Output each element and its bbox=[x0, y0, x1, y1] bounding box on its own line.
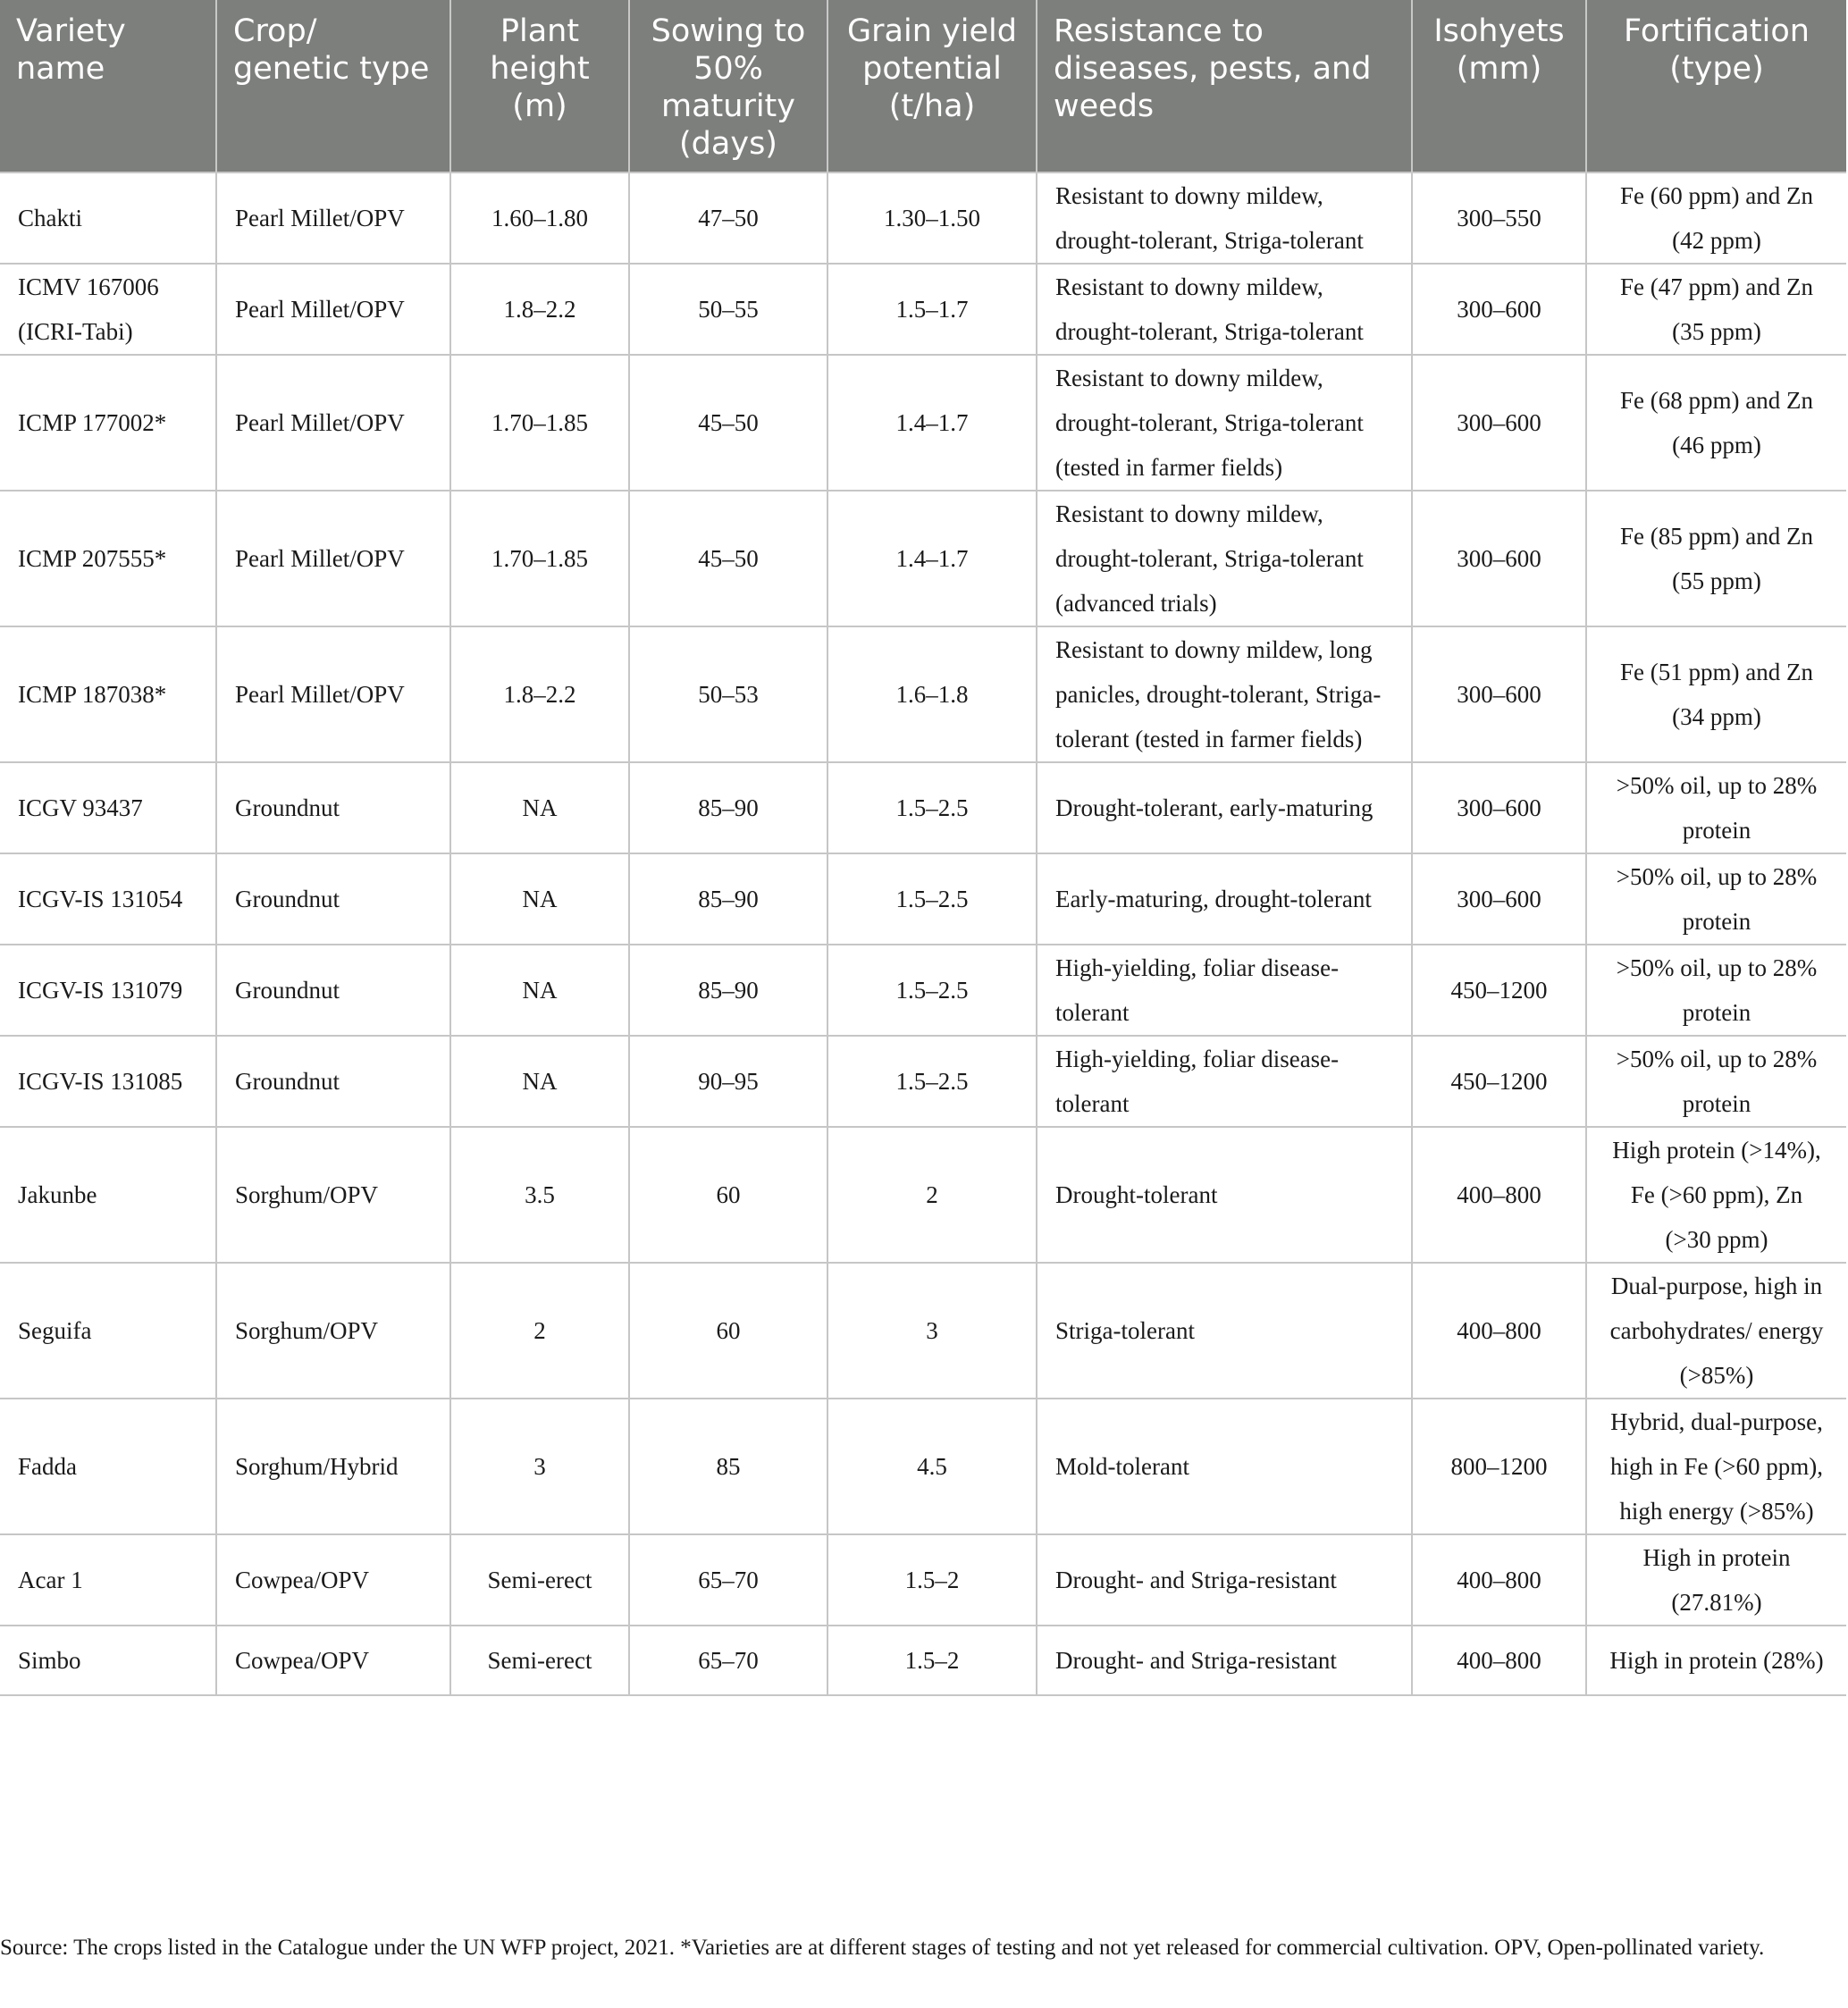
header-isohyets: Isohyets (mm) bbox=[1412, 0, 1586, 172]
table-row bbox=[0, 626, 1846, 762]
table-row bbox=[0, 1263, 1846, 1399]
cell-variety-name: ICGV-IS 131079 bbox=[0, 945, 216, 1036]
cell-isohyets: 300–600 bbox=[1412, 626, 1586, 762]
cell-resistance: Resistant to downy mildew, long panicles, drought-tolerant, Striga-tolerant (tested in farmer fields) bbox=[1037, 626, 1412, 762]
cell-sowing-maturity: 85–90 bbox=[629, 762, 827, 853]
cell-resistance: Drought-tolerant, early-maturing bbox=[1037, 762, 1412, 853]
cell-variety-name: Simbo bbox=[0, 1626, 216, 1695]
cell-isohyets: 300–600 bbox=[1412, 264, 1586, 355]
cell-plant-height: 1.8–2.2 bbox=[450, 626, 629, 762]
cell-resistance: Resistant to downy mildew, drought-tolerant, Striga-tolerant bbox=[1037, 264, 1412, 355]
cell-sowing-maturity: 85 bbox=[629, 1399, 827, 1534]
cell-crop-type: Pearl Millet/OPV bbox=[216, 626, 450, 762]
cell-crop-type: Sorghum/OPV bbox=[216, 1127, 450, 1263]
cell-crop-type: Groundnut bbox=[216, 853, 450, 945]
cell-grain-yield: 1.5–1.7 bbox=[827, 264, 1037, 355]
cell-variety-name: Fadda bbox=[0, 1399, 216, 1534]
cell-sowing-maturity: 45–50 bbox=[629, 491, 827, 626]
cell-resistance: Resistant to downy mildew, drought-tolerant, Striga-tolerant bbox=[1037, 172, 1412, 264]
cell-variety-name: ICGV-IS 131054 bbox=[0, 853, 216, 945]
cell-fortification: >50% oil, up to 28% protein bbox=[1586, 945, 1846, 1036]
cell-isohyets: 300–600 bbox=[1412, 853, 1586, 945]
cell-resistance: Mold-tolerant bbox=[1037, 1399, 1412, 1534]
cell-sowing-maturity: 60 bbox=[629, 1127, 827, 1263]
cell-fortification: High protein (>14%), Fe (>60 ppm), Zn (>30 ppm) bbox=[1586, 1127, 1846, 1263]
cell-crop-type: Pearl Millet/OPV bbox=[216, 172, 450, 264]
table-row bbox=[0, 172, 1846, 264]
cell-sowing-maturity: 90–95 bbox=[629, 1036, 827, 1127]
cell-isohyets: 300–600 bbox=[1412, 355, 1586, 491]
cell-resistance: Drought- and Striga-resistant bbox=[1037, 1626, 1412, 1695]
cell-isohyets: 300–550 bbox=[1412, 172, 1586, 264]
cell-plant-height: NA bbox=[450, 945, 629, 1036]
cell-isohyets: 450–1200 bbox=[1412, 1036, 1586, 1127]
cell-plant-height: 2 bbox=[450, 1263, 629, 1399]
cell-plant-height: 1.70–1.85 bbox=[450, 355, 629, 491]
cell-sowing-maturity: 65–70 bbox=[629, 1626, 827, 1695]
cell-isohyets: 400–800 bbox=[1412, 1127, 1586, 1263]
cell-isohyets: 450–1200 bbox=[1412, 945, 1586, 1036]
header-sowing-maturity: Sowing to 50% maturity (days) bbox=[629, 0, 827, 172]
cell-crop-type: Sorghum/Hybrid bbox=[216, 1399, 450, 1534]
cell-variety-name: Acar 1 bbox=[0, 1534, 216, 1626]
header-row bbox=[0, 0, 1846, 172]
cell-variety-name: ICGV 93437 bbox=[0, 762, 216, 853]
cell-resistance: High-yielding, foliar disease-tolerant bbox=[1037, 945, 1412, 1036]
table-row bbox=[0, 1036, 1846, 1127]
cell-plant-height: 1.60–1.80 bbox=[450, 172, 629, 264]
cell-isohyets: 400–800 bbox=[1412, 1263, 1586, 1399]
cell-resistance: Striga-tolerant bbox=[1037, 1263, 1412, 1399]
cell-sowing-maturity: 60 bbox=[629, 1263, 827, 1399]
cell-crop-type: Groundnut bbox=[216, 1036, 450, 1127]
cell-isohyets: 400–800 bbox=[1412, 1626, 1586, 1695]
table-row bbox=[0, 853, 1846, 945]
table-row bbox=[0, 264, 1846, 355]
cell-isohyets: 300–600 bbox=[1412, 762, 1586, 853]
cell-grain-yield: 1.5–2.5 bbox=[827, 762, 1037, 853]
cell-plant-height: Semi-erect bbox=[450, 1626, 629, 1695]
cell-sowing-maturity: 50–53 bbox=[629, 626, 827, 762]
cell-crop-type: Cowpea/OPV bbox=[216, 1626, 450, 1695]
cell-sowing-maturity: 65–70 bbox=[629, 1534, 827, 1626]
cell-fortification: Fe (51 ppm) and Zn (34 ppm) bbox=[1586, 626, 1846, 762]
cell-variety-name: Chakti bbox=[0, 172, 216, 264]
cell-grain-yield: 1.5–2 bbox=[827, 1626, 1037, 1695]
table-header bbox=[0, 0, 1846, 172]
cell-fortification: Fe (47 ppm) and Zn (35 ppm) bbox=[1586, 264, 1846, 355]
cell-variety-name: Seguifa bbox=[0, 1263, 216, 1399]
cell-resistance: Early-maturing, drought-tolerant bbox=[1037, 853, 1412, 945]
cell-plant-height: NA bbox=[450, 1036, 629, 1127]
cell-grain-yield: 1.4–1.7 bbox=[827, 355, 1037, 491]
table-body bbox=[0, 172, 1846, 1695]
cell-plant-height: NA bbox=[450, 762, 629, 853]
cell-variety-name: ICMV 167006 (ICRI-Tabi) bbox=[0, 264, 216, 355]
cell-grain-yield: 1.30–1.50 bbox=[827, 172, 1037, 264]
cell-crop-type: Groundnut bbox=[216, 762, 450, 853]
cell-fortification: High in protein (27.81%) bbox=[1586, 1534, 1846, 1626]
table-row bbox=[0, 1399, 1846, 1534]
header-grain-yield: Grain yield potential (t/ha) bbox=[827, 0, 1037, 172]
header-crop-type: Crop/ genetic type bbox=[216, 0, 450, 172]
cell-plant-height: 1.70–1.85 bbox=[450, 491, 629, 626]
cell-crop-type: Groundnut bbox=[216, 945, 450, 1036]
table-row bbox=[0, 1626, 1846, 1695]
table-row bbox=[0, 945, 1846, 1036]
header-fortification: Fortification (type) bbox=[1586, 0, 1846, 172]
cell-variety-name: ICGV-IS 131085 bbox=[0, 1036, 216, 1127]
cell-variety-name: Jakunbe bbox=[0, 1127, 216, 1263]
cell-crop-type: Cowpea/OPV bbox=[216, 1534, 450, 1626]
cell-plant-height: Semi-erect bbox=[450, 1534, 629, 1626]
table-row bbox=[0, 762, 1846, 853]
cell-resistance: Resistant to downy mildew, drought-tolerant, Striga-tolerant (advanced trials) bbox=[1037, 491, 1412, 626]
cell-sowing-maturity: 45–50 bbox=[629, 355, 827, 491]
cell-variety-name: ICMP 177002* bbox=[0, 355, 216, 491]
header-variety-name: Variety name bbox=[0, 0, 216, 172]
cell-grain-yield: 1.5–2 bbox=[827, 1534, 1037, 1626]
cell-resistance: Drought-tolerant bbox=[1037, 1127, 1412, 1263]
cell-crop-type: Sorghum/OPV bbox=[216, 1263, 450, 1399]
table-footnote: Source: The crops listed in the Catalogue under the UN WFP project, 2021. *Varieties are at different stages of testing and not yet released for commercial cultivation. OPV, Open-pollinated variety. bbox=[0, 1936, 1765, 1960]
cell-crop-type: Pearl Millet/OPV bbox=[216, 264, 450, 355]
cell-plant-height: NA bbox=[450, 853, 629, 945]
cell-sowing-maturity: 47–50 bbox=[629, 172, 827, 264]
cell-fortification: Fe (85 ppm) and Zn (55 ppm) bbox=[1586, 491, 1846, 626]
cell-crop-type: Pearl Millet/OPV bbox=[216, 491, 450, 626]
cell-resistance: Drought- and Striga-resistant bbox=[1037, 1534, 1412, 1626]
cell-grain-yield: 1.6–1.8 bbox=[827, 626, 1037, 762]
cell-sowing-maturity: 50–55 bbox=[629, 264, 827, 355]
cell-plant-height: 1.8–2.2 bbox=[450, 264, 629, 355]
cell-fortification: High in protein (28%) bbox=[1586, 1626, 1846, 1695]
cell-sowing-maturity: 85–90 bbox=[629, 945, 827, 1036]
cell-fortification: Hybrid, dual-purpose, high in Fe (>60 ppm), high energy (>85%) bbox=[1586, 1399, 1846, 1534]
cell-grain-yield: 3 bbox=[827, 1263, 1037, 1399]
cell-fortification: Fe (68 ppm) and Zn (46 ppm) bbox=[1586, 355, 1846, 491]
cell-grain-yield: 1.4–1.7 bbox=[827, 491, 1037, 626]
cell-grain-yield: 2 bbox=[827, 1127, 1037, 1263]
cell-plant-height: 3.5 bbox=[450, 1127, 629, 1263]
cell-crop-type: Pearl Millet/OPV bbox=[216, 355, 450, 491]
cell-variety-name: ICMP 187038* bbox=[0, 626, 216, 762]
cell-fortification: Dual-purpose, high in carbohydrates/ energy (>85%) bbox=[1586, 1263, 1846, 1399]
cell-fortification: >50% oil, up to 28% protein bbox=[1586, 1036, 1846, 1127]
table-row bbox=[0, 491, 1846, 626]
cell-plant-height: 3 bbox=[450, 1399, 629, 1534]
cell-grain-yield: 4.5 bbox=[827, 1399, 1037, 1534]
cell-fortification: Fe (60 ppm) and Zn (42 ppm) bbox=[1586, 172, 1846, 264]
cell-grain-yield: 1.5–2.5 bbox=[827, 945, 1037, 1036]
table-row bbox=[0, 355, 1846, 491]
cell-variety-name: ICMP 207555* bbox=[0, 491, 216, 626]
cell-isohyets: 800–1200 bbox=[1412, 1399, 1586, 1534]
table-row bbox=[0, 1127, 1846, 1263]
cell-fortification: >50% oil, up to 28% protein bbox=[1586, 853, 1846, 945]
cell-fortification: >50% oil, up to 28% protein bbox=[1586, 762, 1846, 853]
header-plant-height: Plant height (m) bbox=[450, 0, 629, 172]
cell-isohyets: 400–800 bbox=[1412, 1534, 1586, 1626]
cell-resistance: High-yielding, foliar disease-tolerant bbox=[1037, 1036, 1412, 1127]
cell-resistance: Resistant to downy mildew, drought-tolerant, Striga-tolerant (tested in farmer fields) bbox=[1037, 355, 1412, 491]
cell-isohyets: 300–600 bbox=[1412, 491, 1586, 626]
header-resistance: Resistance to diseases, pests, and weeds bbox=[1037, 0, 1412, 172]
cell-grain-yield: 1.5–2.5 bbox=[827, 1036, 1037, 1127]
cell-sowing-maturity: 85–90 bbox=[629, 853, 827, 945]
table-row bbox=[0, 1534, 1846, 1626]
cell-grain-yield: 1.5–2.5 bbox=[827, 853, 1037, 945]
